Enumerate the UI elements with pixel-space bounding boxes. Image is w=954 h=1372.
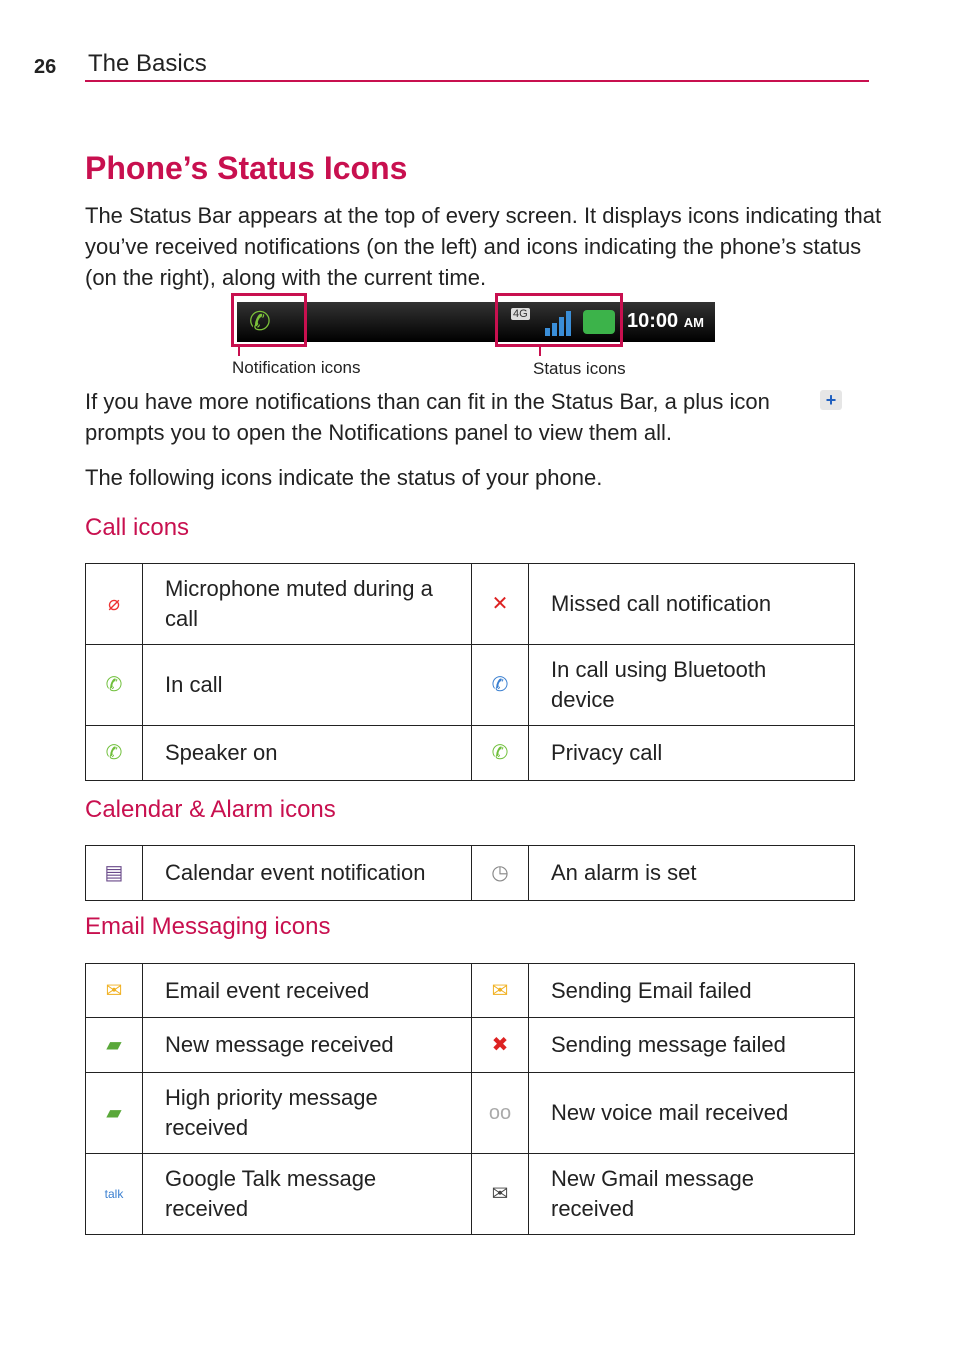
in-call-icon: ✆ (86, 645, 143, 726)
calendar-alarm-table (85, 845, 855, 901)
email-messaging-table (85, 963, 855, 1235)
calendar-alarm-heading: Calendar & Alarm icons (85, 796, 336, 823)
status-highlight (495, 293, 623, 347)
network-icon: 4G (513, 308, 528, 320)
page-number: 26 (34, 56, 57, 78)
priority-message-icon: ▰ (86, 1073, 143, 1154)
header-rule (85, 80, 869, 82)
page-title: Phone’s Status Icons (85, 150, 408, 186)
plus-icon: + (820, 390, 842, 410)
alarm-icon: ◷ (472, 846, 529, 901)
email-failed-icon: ✉ (472, 964, 529, 1018)
table-row (86, 564, 855, 645)
icon-description: In call using Bluetooth device (529, 645, 855, 726)
status-caption: Status icons (533, 359, 626, 378)
icon-description: New message received (143, 1018, 472, 1073)
email-icon: ✉ (86, 964, 143, 1018)
call-icons-heading: Call icons (85, 514, 190, 541)
phone-icon: ✆ (249, 306, 271, 336)
plus-paragraph: If you have more notifications than can fit in the Status Bar, a plus icon prompts you to open the Notifications panel to view them all. (85, 389, 770, 445)
icon-description: In call (143, 645, 472, 726)
message-icon: ▰ (86, 1018, 143, 1073)
following-paragraph: The following icons indicate the status of your phone. (85, 465, 603, 490)
bluetooth-call-icon: ✆ (472, 645, 529, 726)
icon-description: Google Talk message received (143, 1154, 472, 1235)
table-row (86, 964, 855, 1018)
icon-description: Sending Email failed (529, 964, 855, 1018)
clock-ampm: AM (683, 315, 704, 330)
icon-description: New Gmail message received (529, 1154, 855, 1235)
icon-description: High priority message received (143, 1073, 472, 1154)
icon-description: Missed call notification (529, 564, 855, 645)
email-messaging-heading: Email Messaging icons (85, 913, 331, 940)
table-row (86, 1154, 855, 1235)
icon-description: Sending message failed (529, 1018, 855, 1073)
clock-time: 10:00 (627, 310, 679, 332)
table-row (86, 846, 855, 901)
mic-muted-icon: ⌀ (86, 564, 143, 645)
gmail-icon: ✉ (472, 1154, 529, 1235)
notification-caption: Notification icons (232, 358, 361, 377)
message-failed-icon: ✖ (472, 1018, 529, 1073)
icon-description: Email event received (143, 964, 472, 1018)
call-icons-table (85, 563, 855, 781)
pointer-line (238, 344, 240, 356)
talk-icon: talk (86, 1154, 143, 1235)
speaker-icon: ✆ (86, 726, 143, 781)
pointer-line (539, 344, 541, 356)
table-row (86, 1018, 855, 1073)
missed-call-icon: ✕ (472, 564, 529, 645)
icon-description: An alarm is set (529, 846, 855, 901)
calendar-icon: ▤ (86, 846, 143, 901)
section-title: The Basics (88, 50, 207, 77)
icon-description: Speaker on (143, 726, 472, 781)
voicemail-icon: oo (472, 1073, 529, 1154)
table-row (86, 1073, 855, 1154)
clock (627, 310, 704, 333)
icon-description: Privacy call (529, 726, 855, 781)
table-row (86, 726, 855, 781)
notification-highlight (231, 293, 307, 347)
table-row (86, 645, 855, 726)
intro-paragraph: The Status Bar appears at the top of every screen. It displays icons indicating that you’ve received notifications (on the left) and icons indicating the phone’s status (on the right), along with the current time. (85, 203, 882, 290)
privacy-call-icon: ✆ (472, 726, 529, 781)
icon-description: Microphone muted during a call (143, 564, 472, 645)
icon-description: Calendar event notification (143, 846, 472, 901)
icon-description: New voice mail received (529, 1073, 855, 1154)
status-bar-image (237, 302, 715, 342)
